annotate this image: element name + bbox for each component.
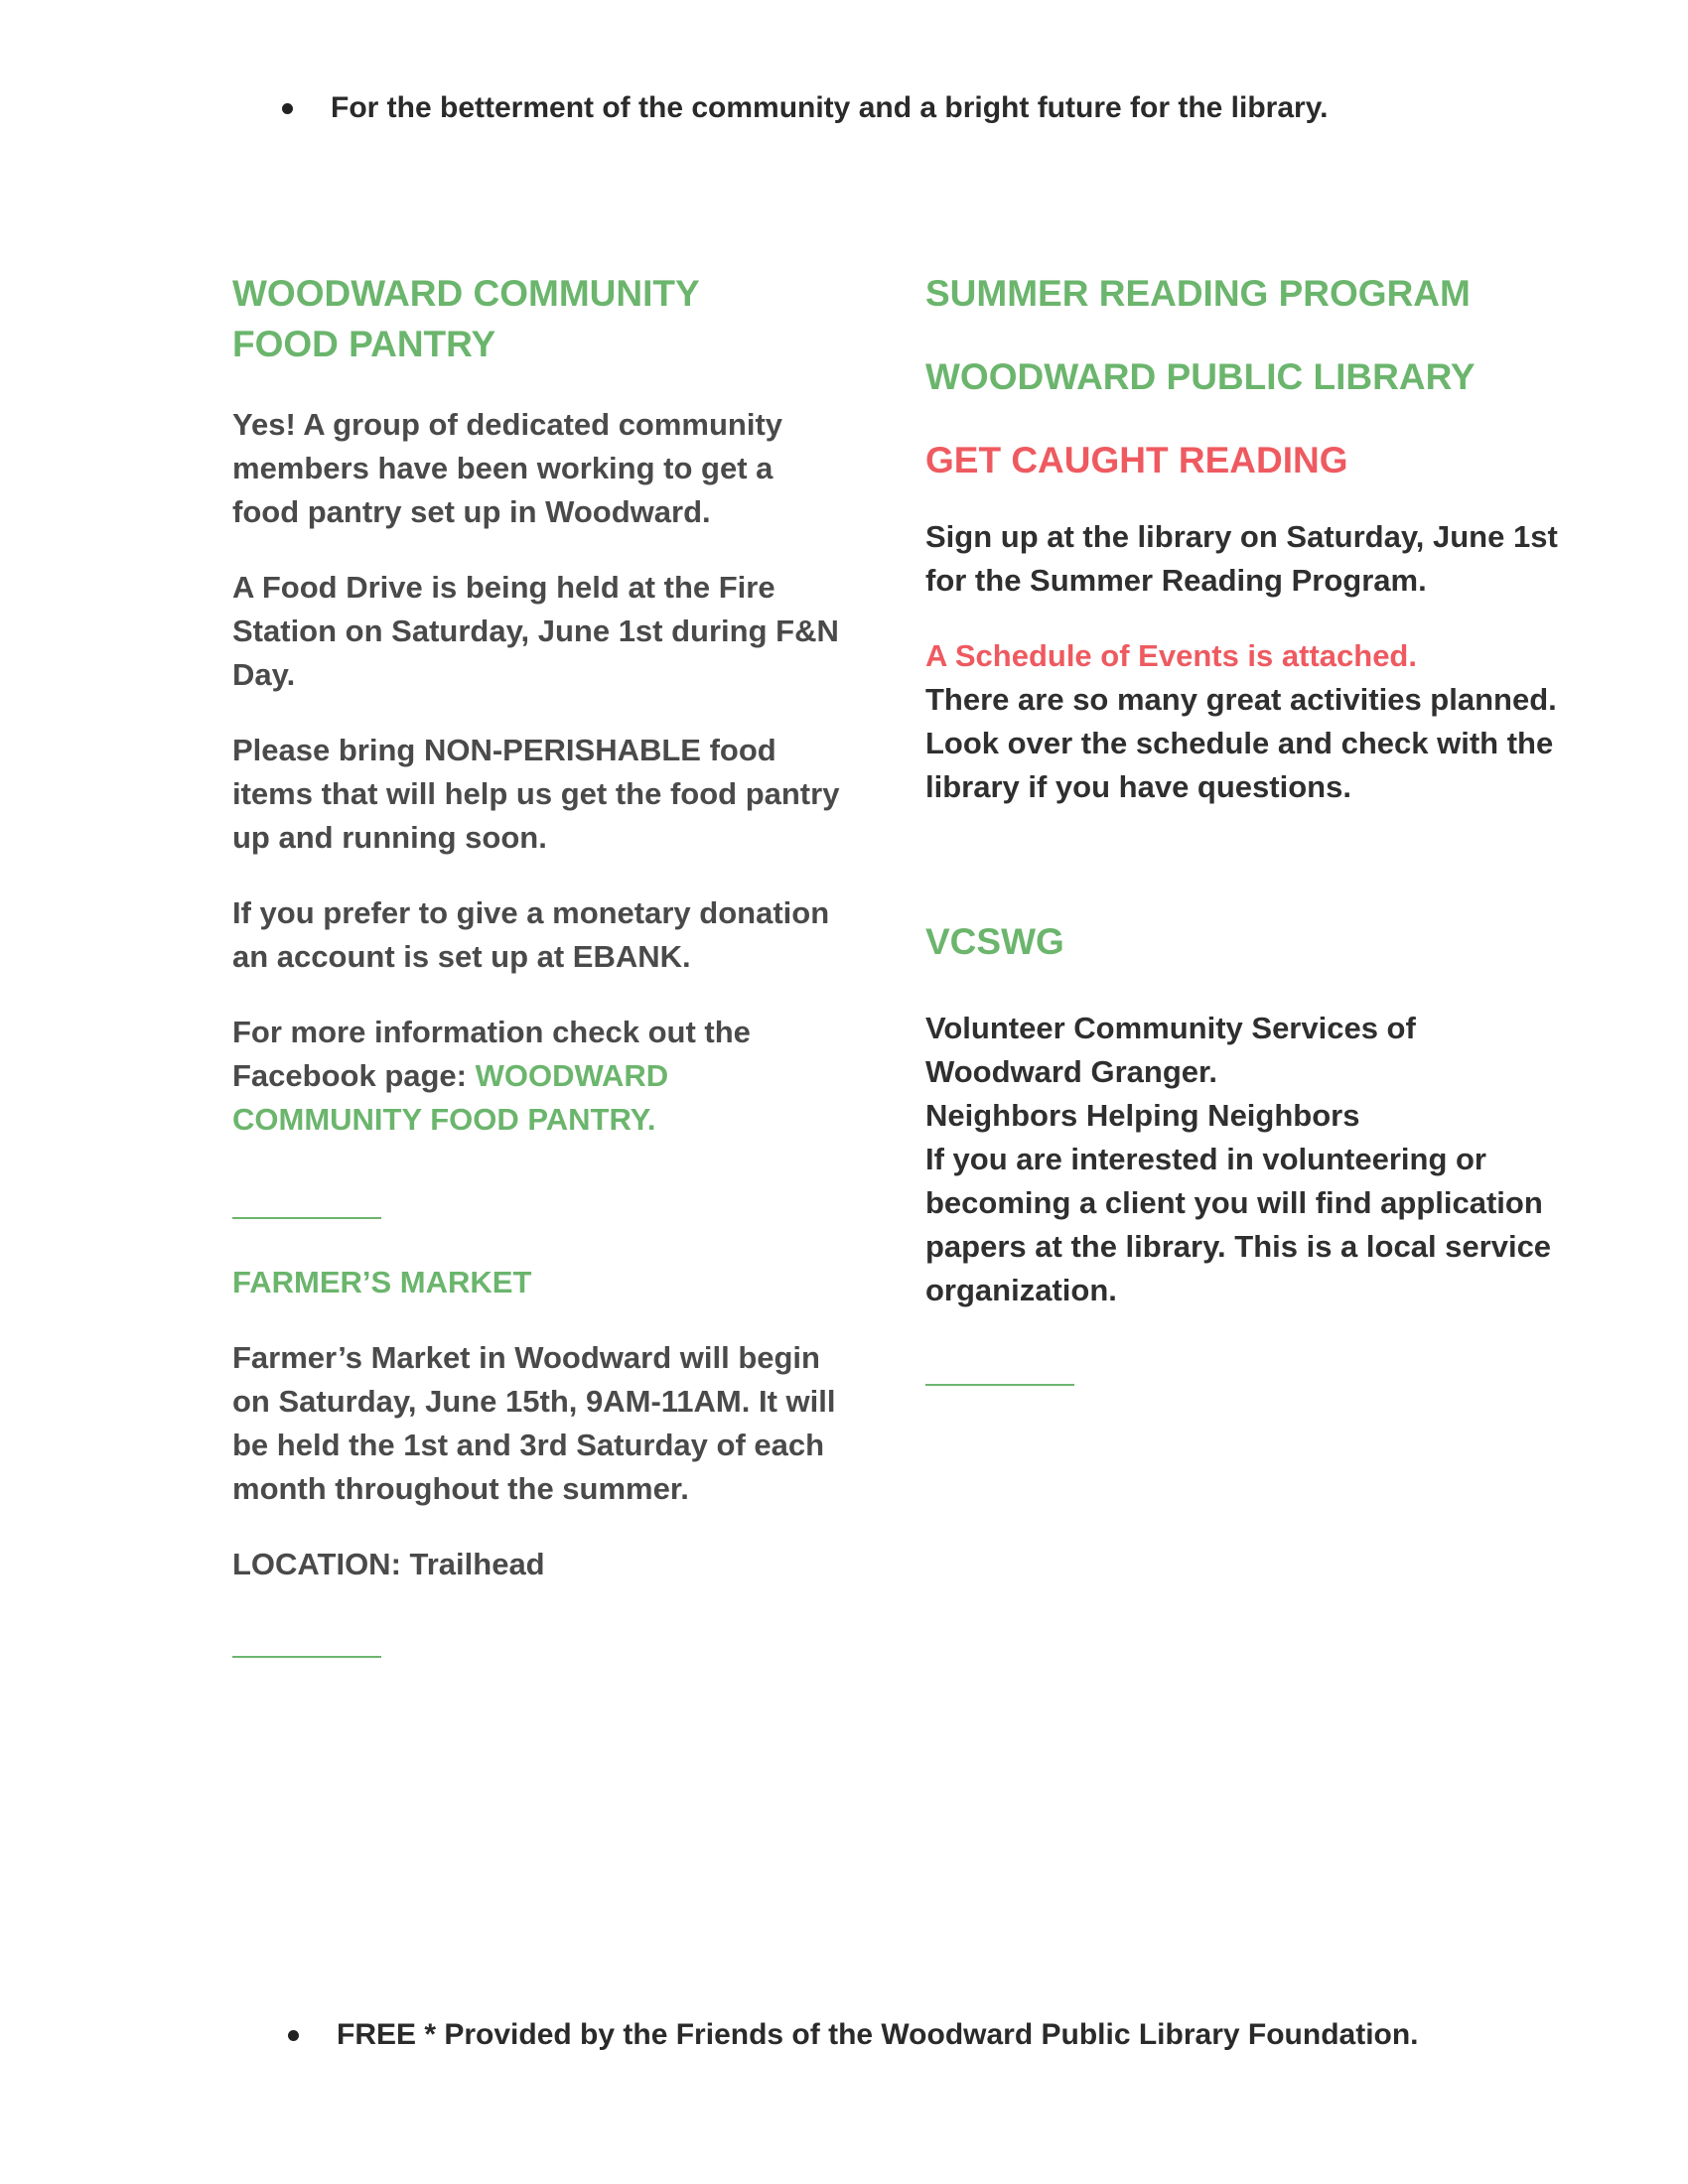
vcswg-heading: VCSWG xyxy=(925,921,1064,962)
food-pantry-paragraph-4: If you prefer to give a monetary donation an account is set up at EBANK. xyxy=(232,895,830,974)
food-pantry-section xyxy=(232,268,848,1142)
left-column xyxy=(232,268,848,1658)
farmers-market-location: LOCATION: Trailhead xyxy=(232,1547,545,1581)
summer-reading-heading: SUMMER READING PROGRAM xyxy=(925,273,1471,314)
top-bullet-text: For the betterment of the community and a bright future for the library. xyxy=(331,91,1329,124)
summer-reading-paragraph-2: There are so many great activities planned. Look over the schedule and check with the library if you have questions. xyxy=(925,682,1557,804)
food-pantry-paragraph-5 xyxy=(232,1011,848,1142)
farmers-market-paragraph: Farmer’s Market in Woodward will begin on Saturday, June 15th, 9AM-11AM. It will be held the 1st and 3rd Saturday of each month throughout the summer. xyxy=(232,1340,836,1506)
summer-reading-paragraph: Sign up at the library on Saturday, June 1st for the Summer Reading Program. xyxy=(925,519,1558,598)
vcswg-line-2: Neighbors Helping Neighbors xyxy=(925,1098,1360,1133)
farmers-market-section xyxy=(232,1261,848,1586)
bullet-icon xyxy=(282,103,293,114)
summer-reading-section xyxy=(925,268,1581,809)
facebook-text: For more information check out the Facebook page: xyxy=(232,1015,751,1093)
facebook-page-link[interactable]: WOODWARD COMMUNITY FOOD PANTRY. xyxy=(232,1058,669,1137)
food-pantry-paragraph-3: Please bring NON-PERISHABLE food items that will help us get the food pantry up and running soon. xyxy=(232,733,840,855)
schedule-note: A Schedule of Events is attached. xyxy=(925,638,1417,673)
top-bullet xyxy=(282,91,1329,125)
bottom-bullet-text: FREE * Provided by the Friends of the Woodward Public Library Foundation. xyxy=(337,2018,1419,2051)
vcswg-section xyxy=(925,916,1581,1312)
vcswg-line-1: Volunteer Community Services of Woodward Granger. xyxy=(925,1011,1416,1089)
food-pantry-paragraph-1: Yes! A group of dedicated community members have been working to get a food pantry set up in Woodward. xyxy=(232,407,783,529)
get-caught-reading-heading: GET CAUGHT READING xyxy=(925,440,1348,480)
section-divider xyxy=(925,1384,1074,1386)
section-divider xyxy=(232,1217,381,1219)
food-pantry-paragraph-2: A Food Drive is being held at the Fire Station on Saturday, June 1st during F&N Day. xyxy=(232,570,839,692)
right-column xyxy=(925,268,1581,1386)
food-pantry-heading xyxy=(232,268,848,369)
food-pantry-heading-line2: FOOD PANTRY xyxy=(232,324,496,364)
farmers-market-heading: FARMER’S MARKET xyxy=(232,1265,532,1299)
section-divider xyxy=(232,1656,381,1658)
vcswg-line-3: If you are interested in volunteering or becoming a client you will find application papers at the library. This is a local service organization. xyxy=(925,1142,1552,1307)
library-heading: WOODWARD PUBLIC LIBRARY xyxy=(925,356,1476,397)
food-pantry-heading-line1: WOODWARD COMMUNITY xyxy=(232,273,700,314)
bullet-icon xyxy=(288,2030,299,2041)
bottom-bullet xyxy=(288,2018,1419,2052)
